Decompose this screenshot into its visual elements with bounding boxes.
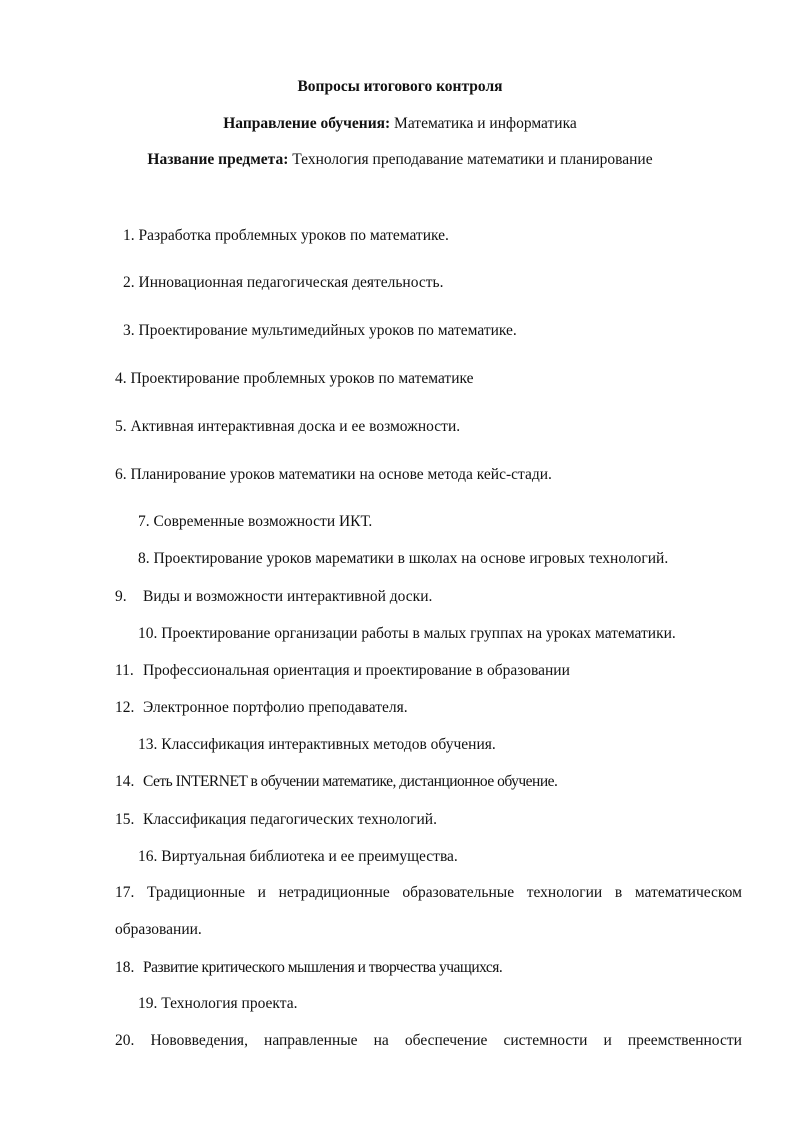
list-item [115, 465, 552, 485]
item-text: Проектирование уроков марематики в школах на основе игровых технологий. [149, 550, 669, 567]
item-word: обеспечение [404, 1032, 488, 1049]
list-item-continuation: образовании. [115, 921, 202, 938]
item-text: Профессиональная ориентация и проектирование в образовании [143, 662, 570, 679]
list-item [115, 958, 502, 978]
item-number: 15. [115, 811, 135, 828]
item-number: 11. [115, 662, 134, 679]
item-text: Виртуальная библиотека и ее преимущества. [157, 848, 458, 865]
subject-value: Технология преподавание математики и планирование [288, 151, 653, 168]
list-item [115, 698, 408, 718]
subject-label: Название предмета: [147, 151, 289, 168]
item-text: Сеть INTERNET в обучении математике, дистанционное обучение. [143, 773, 558, 790]
item-word: нетрадиционные [278, 884, 390, 901]
list-item [123, 321, 517, 341]
direction-value: Математика и информатика [390, 115, 577, 132]
item-number: 18. [115, 959, 135, 976]
list-item [115, 417, 460, 437]
list-item [138, 624, 676, 644]
item-number: 19. [138, 995, 158, 1012]
item-number: 20. [115, 1032, 135, 1049]
item-word: системности [503, 1032, 588, 1049]
item-text: Планирование уроков математики на основе метода кейс-стади. [126, 466, 552, 483]
item-number: 10. [138, 625, 158, 642]
item-text: Проектирование мультимедийных уроков по математике. [134, 322, 517, 339]
item-number: 14. [115, 773, 135, 790]
item-text: Технология проекта. [157, 995, 298, 1012]
item-number: 2. [123, 274, 135, 291]
list-item [138, 994, 297, 1014]
direction-line [0, 114, 800, 134]
list-item [115, 661, 570, 681]
list-item [115, 369, 474, 389]
item-text: Электронное портфолио преподавателя. [143, 699, 408, 716]
item-number: 8. [138, 550, 150, 567]
list-item [123, 273, 443, 293]
list-item [138, 847, 458, 867]
item-text: Проектирование организации работы в малых группах на уроках математики. [157, 625, 676, 642]
list-item [115, 883, 742, 903]
item-text: Инновационная педагогическая деятельность. [134, 274, 444, 291]
item-text: Развитие критического мышления и творчества учащихся. [143, 959, 503, 976]
item-number: 6. [115, 466, 127, 483]
subject-line [0, 150, 800, 170]
list-item [138, 512, 372, 532]
item-text: Классификация интерактивных методов обучения. [157, 736, 496, 753]
item-text: Виды и возможности интерактивной доски. [143, 588, 433, 605]
item-word: математическом [634, 884, 742, 901]
item-number: 4. [115, 370, 127, 387]
item-word: направленные [264, 1032, 358, 1049]
item-number: 9. [115, 588, 127, 605]
list-item [138, 549, 668, 569]
direction-label: Направление обучения: [223, 115, 391, 132]
item-text: Активная интерактивная доска и ее возможности. [126, 418, 461, 435]
list-item [123, 226, 449, 246]
list-item [115, 587, 432, 607]
item-text: Современные возможности ИКТ. [149, 513, 373, 530]
item-text: Разработка проблемных уроков по математике. [134, 227, 449, 244]
item-number: 3. [123, 322, 135, 339]
item-number: 1. [123, 227, 135, 244]
item-word: и [603, 1032, 612, 1049]
list-item [138, 735, 496, 755]
item-word: образовательные [402, 884, 515, 901]
document-title: Вопросы итогового контроля [297, 78, 503, 95]
item-number: 5. [115, 418, 127, 435]
item-word: и [257, 884, 266, 901]
item-number: 13. [138, 736, 158, 753]
item-number: 7. [138, 513, 150, 530]
item-word: на [373, 1032, 389, 1049]
list-item [115, 772, 557, 792]
item-number: 16. [138, 848, 158, 865]
item-word: Нововведения, [150, 1032, 248, 1049]
item-text: Проектирование проблемных уроков по математике [126, 370, 474, 387]
item-number: 12. [115, 699, 135, 716]
item-word: в [614, 884, 623, 901]
list-item [115, 810, 437, 830]
item-number: 17. [115, 884, 135, 901]
item-text: Классификация педагогических технологий. [143, 811, 437, 828]
item-word: технологии [526, 884, 603, 901]
item-word: Традиционные [147, 884, 245, 901]
item-word: преемственности [627, 1032, 742, 1049]
list-item [115, 1031, 742, 1051]
